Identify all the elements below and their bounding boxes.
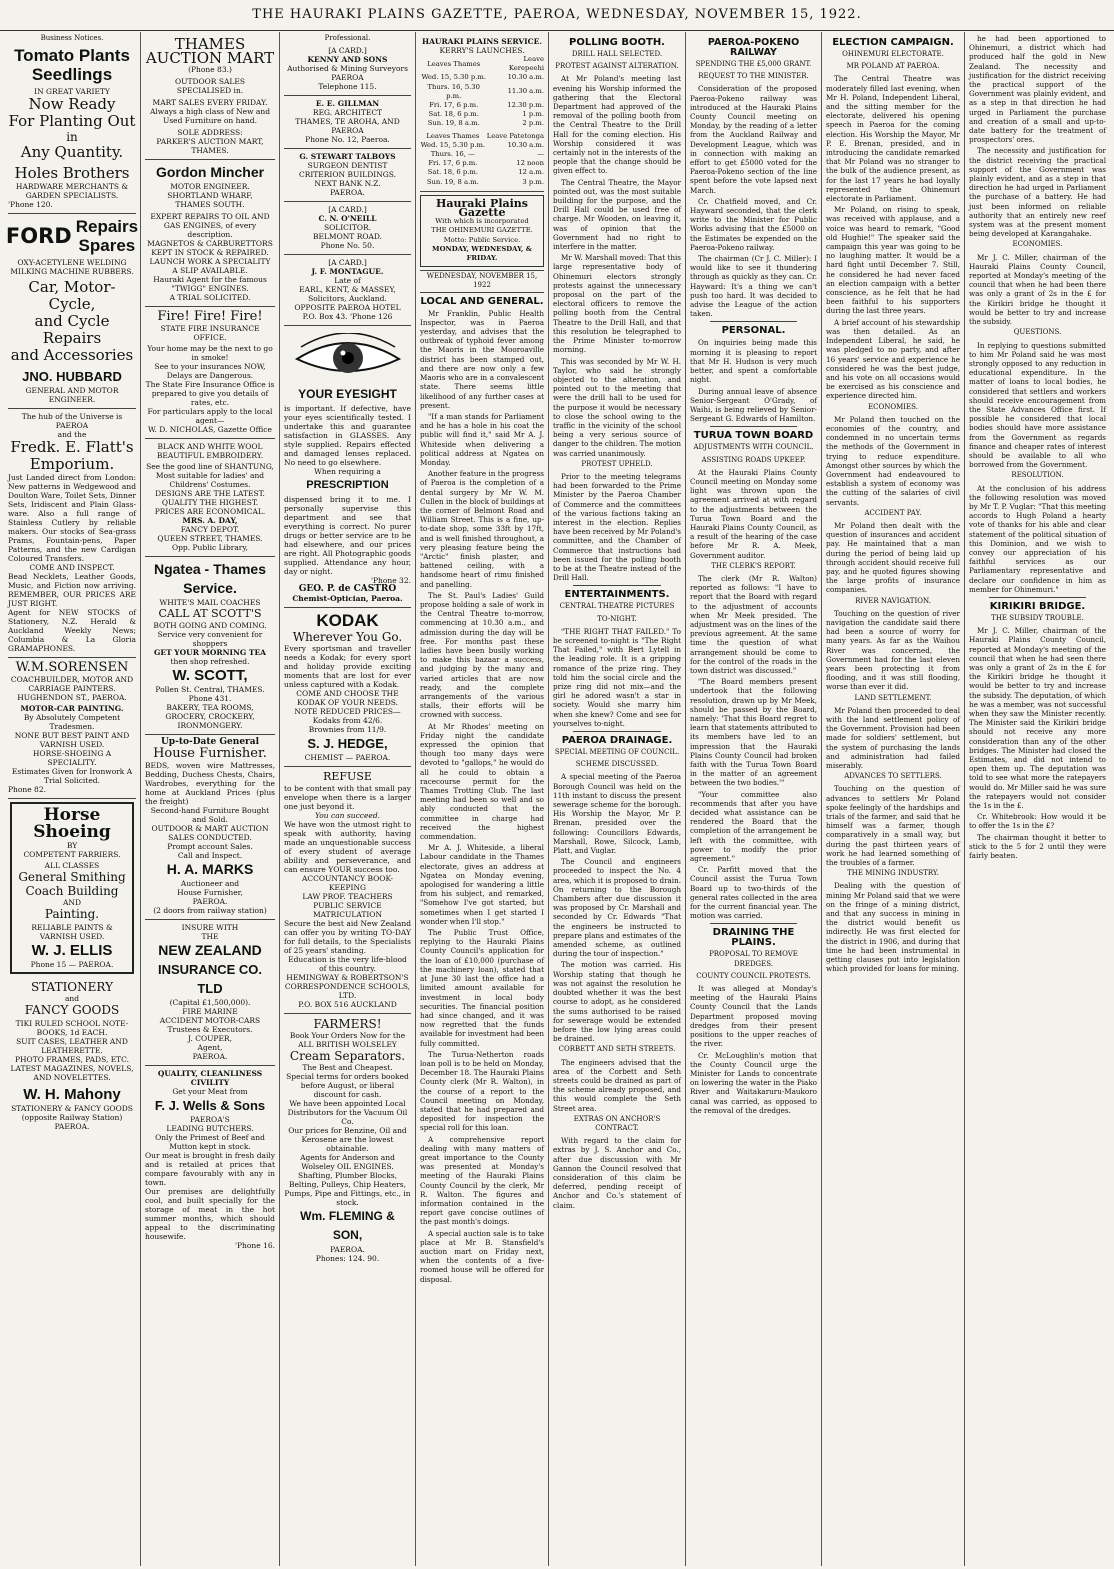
- article-title: LOCAL AND GENERAL.: [420, 295, 544, 307]
- timetable-row: Fri. 17, 6 p.m. 12.30 p.m.: [429, 101, 544, 110]
- oneill-card: [A CARD.] C. N. O'NEILL SOLICITOR. BELMONT ROAD. Phone No. 50.: [284, 202, 411, 255]
- day-fancy-depot-ad: BLACK AND WHITE WOOL BEAUTIFUL EMBROIDERY. See the good line of SHANTUNG, Most suitable for ladies' and Childrens' Costumes. DESIGNS ARE THE LATEST. QUALITY THE HIGHEST. PRICES ARE ECONOMICAL. MRS. A. DAY, FANCY DEPOT. QUEEN STREET, THAMES. Opp. Public Library,: [145, 439, 275, 557]
- launch-service-ad: HAURAKI PLAINS SERVICE. KERRY'S LAUNCHES. Leaves Thames Leave Kerepeehi Wed. 15, 5.30 p.m. 10.30 a.m. Thurs. 16, 5.30 p.m. 11.30 a.m. Fri. 17, 6 p.m. 12.30 p.m. Sat. 18, 6 p.m. 1 p.m. Sun. 19, 8 a.m. 2 p.m. Leaves Thames Leave Patetonga Wed. 15, 5.30 p.m. 10.30 a.m. Thurs. 16, — — Fri. 17, 6 p.m. 12 noon Sat. 18, 6 p.m. 12 a.m. Sun. 19, 8 a.m. 3 p.m.: [420, 34, 544, 192]
- article-title: ELECTION CAMPAIGN.: [832, 37, 954, 48]
- article-title: POLLING BOOTH.: [569, 37, 665, 48]
- gillman-card: E. E. GILLMAN REG. ARCHITECT THAMES, TE AROHA, AND PAEROA Phone No. 12, Paeroa.: [284, 96, 411, 149]
- marks-furnisher-ad: Up-to-Date General House Furnisher. BEDS, woven wire Mattresses, Bedding, Duchess Chests, Chairs, Wardrobes, everything for the home at Auckland Prices (plus the freight) Second-hand Furniture Bought and Sold. OUTDOOR & MART AUCTION SALES CONDUCTED. Prompt account Sales. Call and Inspect. H. A. MARKS Auctioneer and House Furnisher, PAEROA. (2 doors from railway station): [145, 735, 275, 920]
- masthead: THE HAURAKI PLAINS GAZETTE, PAEROA, WEDNESDAY, NOVEMBER 15, 1922.: [0, 0, 1114, 31]
- scott-ad: Ngatea - Thames Service. WHITE'S MAIL COACHES CALL AT SCOTT'S BOTH GOING AND COMING. Service very convenient for shoppers GET YOUR MORNING TEA then shop refreshed. W. SCOTT, Pollen St. Central, THAMES. Phone 431. BAKERY, TEA ROOMS, GROCERY, CROCKERY, IRONMONGERY.: [145, 557, 275, 735]
- gazette-nameplate: Hauraki Plains Gazette With which is incorporated THE OHINEMURI GAZETTE. Motto: Public Service. MONDAY, WEDNESDAY, & FRIDAY.: [420, 195, 544, 267]
- horse-shoeing-ad: Horse Shoeing BY COMPETENT FARRIERS. ALL CLASSES General Smithing Coach Building AND Painting. RELIABLE PAINTS & VARNISH USED. W. J. ELLIS Phone 15 — PAEROA.: [10, 802, 134, 974]
- column-2: [141, 32, 280, 1566]
- column-7: ELECTION CAMPAIGN. OHINEMURI ELECTORATE. MR POLAND AT PAEROA. The Central Theatre was moderately filled last evening, when Mr H. Poland, Independent Liberal, and the sitting member for the electorate, delivered his opening speech in Paeroa for the coming election. His Worship the Mayor, Mr P. E. Brenan, presided, and in introducing the candidate remarked that Mr Poland was no stranger to the bulk of the audience present, as for the last 17 years he had loyally represented the Ohinemuri electorate in Parliament. Mr Poland, on rising to speak, was received with applause, and a voice was heard to remark, "Good old Hughie!" The speaker said the campaign this year was going to be no laughing matter. It would be a hard fight until December 7. Still, he considered he had never faced an election campaign with a better conscience, as he felt that he had been faithful to his supporters during the last three years. A brief account of his stewardship was then detailed. As an Independent Liberal, he said, he was pledged to no party, and after 16 years' service and experience he considered he was the best judge, and his vote on all occasions would be exercised as his conscience and experience directed him. ECONOMIES. Mr Poland then touched on the economies of the country, and condemned in no uncertain terms the methods of the Government in trying to reduce expenditure. Amongst other sources by which the Government had endeavoured to establish a system of economy was the cutting of the salaries of civil servants. ACCIDENT PAY. Mr Poland then dealt with the question of insurances and accident pay. He maintained that a man during the period of being laid up through accident should receive full pay, and he quoted figures showing the large profits of insurance companies. RIVER NAVIGATION. Touching on the question of river navigation the candidate said there had been a source of worry for many years. As far as the Waihou River was concerned, the Government had for the last eleven years been protecting it from flooding, and it was still flooding, worse than ever it did. LAND SETTLEMENT. Mr Poland then proceeded to deal with the land settlement policy of the Government. Provision had been made for soldiers' settlement, but the system of purchasing the lands and administration had failed miserably. ADVANCES TO SETTLERS. Touching on the question of advances to settlers Mr Poland spoke feelingly of the hardships and trials of the farmer, and said that he himself was a farmer, though comparatively in a small way, but during the past thirteen years of work he had learned something of the troubles of a farmer. THE MINING INDUSTRY. Dealing with the question of mining Mr Poland said that we were on the fringe of a mining district, and that any success in mining in the district would benefit us indirectly. He was first elected for the district in 1906, and during that time he had been instrumental in getting clauses put into legislation which provided for loans for mining.: [822, 32, 965, 1566]
- article-title: TURUA TOWN BOARD: [693, 430, 814, 442]
- section-label: Professional.: [324, 34, 371, 42]
- timetable-row: Sat. 18, 6 p.m. 12 a.m.: [427, 168, 544, 177]
- article-title: KIRIKIRI BRIDGE.: [989, 600, 1086, 612]
- fleming-ad: FARMERS! Book Your Orders Now for the ALL BRITISH WOLSELEY Cream Separators. The Best and Cheapest. Special terms for orders booked before August, or liberal discount for cash. We have been appointed Local Distributors for the Vacuum Oil Co. Our prices for Benzine, Oil and Kerosene are the lowest obtainable. Agents for Anderson and Wolseley OIL ENGINES. Shafting, Plumber Blocks, Belting, Pulleys, Chip Heaters, Pumps, Pipe and Fittings, etc., in stock. Wm. FLEMING & SON, PAEROA. Phones: 124. 90.: [284, 1017, 411, 1264]
- timetable-row: Thurs. 16, 5.30 p.m. 11.30 a.m.: [427, 82, 544, 100]
- montague-card: [A CARD.] J. F. MONTAGUE. Late of EARL, KENT, & MASSEY, Solicitors, Auckland. OPPOSITE PAEROA HOTEL P.O. Box 43. 'Phone 126: [284, 255, 411, 326]
- column-1: [4, 32, 141, 1566]
- talboys-card: G. STEWART TALBOYS SURGEON DENTIST CRITERION BUILDINGS. NEXT BANK N.Z. PAEROA.: [284, 149, 411, 202]
- newspaper-page: [4, 32, 1110, 1566]
- timetable-row: Wed. 15, 5.30 p.m. 10.30 a.m.: [421, 73, 544, 82]
- article-title: PERSONAL.: [721, 325, 786, 337]
- timetable-row: Sun. 19, 8 a.m. 2 p.m.: [427, 119, 544, 128]
- refuse-ad: REFUSE to be content with that small pay envelope when there is a larger one just beyond it. You can succeed. We have won the utmost right to speak with authority, having made an unquestionable success of every student of average ability and perseverance, and can ensure YOUR success too. ACCOUNTANCY BOOK-KEEPING LAW PROF. TEACHERS PUBLIC SERVICE MATRICULATION Secure the best aid New Zealand can offer you by writing TO-DAY for full details, to the Specialists of 25 years' standing. Education is the very life-blood of this country. HEMINGWAY & ROBERTSON'S CORRESPONDENCE SCHOOLS, LTD. P.O. BOX 516 AUCKLAND: [284, 767, 411, 1014]
- column-6: PAEROA-POKENO RAILWAY SPENDING THE £5,000 GRANT. REQUEST TO THE MINISTER. Consideration of the proposed Paeroa-Pokeno railway was introduced at the Hauraki Plains County Council meeting on Monday, by the reading of a letter from the Auckland Railway and Development League, which was in connection with making an effort to get £5000 voted for the Paeroa-Pokeno section of the line spent before the vote lapsed next March. Cr. Chatfield moved, and Cr. Hayward seconded, that the clerk write to the Minister for Public Works advising that the £5000 on the Estimates be expended on the Paeroa-Pokeno railway. The chairman (Cr J. C. Miller): I would like to see it thundering through as quickly as they can. Cr. Hayward: It's a thing we can't push too hard. It was decided to advise the League of the action taken. PERSONAL. On inquiries being made this morning it is pleasing to report that Mr H. Hudson is very much better, and spent a comfortable night. During annual leave of absence Senior-Sergeant O'Grady, of Waihi, is being relieved by Senior-Sergeant G. Edwards of Hamilton. TURUA TOWN BOARD ADJUSTMENTS WITH COUNCIL. ASSISTING ROADS UPKEEP. At the Hauraki Plains County Council meeting on Monday some light was thrown upon the agreement arrived at with regard to the adjustments between the Turua Town Board and the Hauraki Plains County Council, as a result of the hearing of the case before Mr R. A. Meek, Government auditor. THE CLERK'S REPORT. The clerk (Mr R. Walton) reported as follows: "I have to report that the Board with regard to the adjustment of accounts when Mr Meek presided. The adjustment was on the lines of the previous agreement. At the same time the question of what arrangement should be come to for the control of the roads in the town district was discussed." "The Board members present undertook that the following resolution, drawn up by Mr Meek, should be passed by the Board, namely: 'That this Board regret to learn that statements attributed to its members have led to an impression that the Hauraki Plains County Council had broken faith with the Turua Town Board in the matter of an agreement between the two bodies.'" "Your committee also recommends that after you have decided what assistance can be rendered the Board that the completion of the arrangement be left with the committee, with power to modify the prior agreement." Cr. Parfitt moved that the Council assist the Turua Town Board up to two-thirds of the general rates collected in the area for the current financial year. The motion was carried. DRAINING THE PLAINS. PROPOSAL TO REMOVE DREDGES. COUNTY COUNCIL PROTESTS. It was alleged at Monday's meeting of the Hauraki Plains County Council that the Lands Department proposed moving dredges from their present positions to the upper reaches of the river. Cr. McLoughlin's motion that the County Council urge the Minister for Lands to concentrate on lowering the water in the Piako River and Waitakaruru-Maukoro canal was carried, as opposed to the removal of the dredges.: [686, 32, 822, 1566]
- nz-insurance-ad: INSURE WITH THE NEW ZEALAND INSURANCE CO. TLD (Capital £1,500,000). FIRE MARINE ACCIDENT MOTOR-CARS Trustees & Executors. J. COUPER, Agent, PAEROA.: [145, 920, 275, 1066]
- mincher-ad: Gordon Mincher MOTOR ENGINEER. SHORTLAND WHARF, THAMES SOUTH. EXPERT REPAIRS TO OIL AND GAS ENGINES, of every description. MAGNETOS & CARBURETTORS KEPT IN STOCK & REPAIRED. LAUNCH WORK A SPECIALITY A SLIP AVAILABLE. Hauraki Agent for the famous "TWIGG" ENGINES. A TRIAL SOLICITED.: [145, 160, 275, 307]
- ford-ad: FORD Repairs Spares OXY-ACETYLENE WELDING MILKING MACHINE RUBBERS. Car, Motor-Cycle, and Cycle Repairs and Accessories JNO. HUBBARD GENERAL AND MOTOR ENGINEER.: [8, 214, 136, 409]
- eye-icon: [293, 333, 403, 381]
- timetable-row: Thurs. 16, — —: [430, 150, 544, 159]
- column-4: HAURAKI PLAINS SERVICE. KERRY'S LAUNCHES. Leaves Thames Leave Kerepeehi Wed. 15, 5.30 p.m. 10.30 a.m. Thurs. 16, 5.30 p.m. 11.30 a.m. Fri. 17, 6 p.m. 12.30 p.m. Sat. 18, 6 p.m. 1 p.m. Sun. 19, 8 a.m. 2 p.m. Leaves Thames Leave Patetonga Wed. 15, 5.30 p.m. 10.30 a.m. Thurs. 16, — — Fri. 17, 6 p.m. 12 noon Sat. 18, 6 p.m. 12 a.m. Sun. 19, 8 a.m. 3 p.m. Hauraki Plains Gazette With which is incorporated THE OHINEMURI GAZETTE. Motto: Public Service. MONDAY, WEDNESDAY, & FRIDAY. WEDNESDAY, NOVEMBER 15, 1922 LOCAL AND GENERAL. Mr Franklin, Public Health Inspector, was in Paeroa yesterday, and advises that the outbreak of typhoid fever among the Maoris in the Mooroaville district has been stamped out, and there are now only a few Maoris who are in a convalescent state. There seems little likelihood of any further cases at present. "If a man stands for Parliament and he has a hole in his coat the public will find it," said Mr A. J. Whiteside when delivering a political address at Ngatea on Monday. Another feature in the progress of Paeroa is the completion of a dental surgery by Mr W. M. Cullen in the block of buildings at the corner of Belmont Road and William Street. This is a fine, up-to-date shop, some 33ft by 17ft, and is well finished throughout, a very pleasing feature being the "Arctic" finish plaster, and battened ceiling, with a handsome heart of rimu finished and panelling. The St. Paul's Ladies' Guild propose holding a sale of work in the Central Theatre to-morrow, commencing at 10.30 a.m., and admission during the day will be free. For months past these ladies have been busily working to make this bazaar a success, and judging by the many and varied articles that are now ready, and the complete arrangements of the various stalls, their efforts will be crowned with success. At Mr Rhodes' meeting on Friday night the candidate expressed the opinion that though too many days were devoted to "gallops," he would do all he could to obtain a racecourse permit for the Thames Trotting Club. The last meeting had been so well and so ably conducted that the committee in charge had received the highest commendation. Mr A. J. Whiteside, a liberal Labour candidate in the Thames electorate, gives an address at Ngatea on Monday evening, apologised for wandering a little from his subject, and remarked, "Somehow I've got started, but sometimes when I get started I wonder when I'll stop." The Public Trust Office, replying to the Hauraki Plains County Council's application for the loan of £10,000 (purchase of the machinery loan), stated that at June 30 last the office had a limited amount available for investment in local body securities. The financial position had since changed, and it was now regretted that the funds available for investment had been fully committed. The Turua-Netherton roads loan poll is to be held on Monday, December 18. The Hauraki Plains County clerk (Mr R. Walton), in the course of a report to the Council meeting on Monday, stated that he had prepared and deposited for inspection the special roll for this loan. A comprehensive report dealing with many matters of great importance to the County was presented at Monday's meeting of the Hauraki Plains County Council by the clerk, Mr R. Walton. The figures and information contained in the report gave concise outlines of the past month's doings. A special auction sale is to take place at Mr B. Stansfield's auction mart on Friday next, when the contents of a five-roomed house will be offered for disposal.: [416, 32, 549, 1566]
- mahony-ad: STATIONERY and FANCY GOODS TIKI RULED SCHOOL NOTE-BOOKS, 1d EACH. SUIT CASES, LEATHER AND LEATHERETTE. PHOTO FRAMES, PADS, ETC. LATEST MAGAZINES, NOVELS, AND NOVELETTES. W. H. Mahony STATIONERY & FANCY GOODS (opposite Railway Station) PAEROA.: [10, 980, 134, 1132]
- wells-butchers-ad: QUALITY, CLEANLINESS CIVILITY Get your Meat from F. J. Wells & Sons PAEROA'S LEADING BUTCHERS. Only the Primest of Beef and Mutton kept in stock. Our meat is brought in fresh daily and is retailed at prices that compare favourably with any in town. Our premises are delightfully cool, and built specially for the storage of meat in the hot summer months, which should appeal to the discriminating housewife. 'Phone 16.: [145, 1069, 275, 1250]
- article-title: ENTERTAINMENTS.: [564, 589, 670, 601]
- section-label: Business Notices.: [40, 34, 104, 42]
- timetable-row: Wed. 15, 5.30 p.m. 10.30 a.m.: [420, 140, 544, 149]
- column-3: [280, 32, 416, 1566]
- flatt-ad: The hub of the Universe is PAEROA and the Fredk. E. Flatt's Emporium. Just Landed direct from London: New patterns in Wedgewood and Doulton Ware, Toilet Sets, Dinner Sets, Iridiscent and Plain Glass-ware. Also a full range of Stainless Cutlery by reliable makers. Our stocks of Sea-grass Prams, Fountain-pens, Paper Patterns, and the new Cardigan Coloured Transfers. COME AND INSPECT. Bead Necklets, Leather Goods, Music, and Fiction now arriving. REMEMBER, OUR PRICES ARE JUST RIGHT. Agent for NEW STOCKS of Stationery, N.Z. Herald & Auckland Weekly News; Columbia & La Gloria GRAMAPHONES.: [8, 409, 136, 658]
- timetable-row: Sat. 18, 6 p.m. 1 p.m.: [428, 110, 544, 119]
- article-title: DRAINING THE PLAINS.: [712, 927, 795, 949]
- column-5: POLLING BOOTH. DRILL HALL SELECTED. PROTEST AGAINST ALTERATION. At Mr Poland's meeting last evening his Worship informed the gathering that the Electoral Department had approved of the removal of the polling booth from the Central Theatre to the Drill Hall for the coming election. His Worship considered it was certainly not in the interests of the people that the change should be given effect to. The Central Theatre, the Mayor pointed out, was the most suitable building for the purpose, and the Drill Hall could be used free of charge. Mr Wooden, on leaving it, was of opinion that the Government had no right to interfere in the matter. Mr W. Marshall moved: That this large representative body of Ohinemuri electors strongly protests against the unnecessary proposal on the part of the electoral officers to remove the polling booth from the Central Theatre to the Drill Hall, and that this resolution be telegraphed to the Prime Minister to-morrow morning. This was seconded by Mr W. H. Taylor, who said he strongly objected to the alteration, and pointed out to the meeting that were the drill hall to be used for the purpose it would be necessary to close the school owing to the traffic in the vicinity of the school being a very serious source of danger to the children. The motion was carried unanimously. PROTEST UPHELD. Prior to the meeting telegrams had been forwarded to the Prime Minister by the Paeroa Chamber of Commerce and the committees of the various factions taking an interest in the election. Replies have been received by Mr Poland's committee, and the Chamber of Commerce that instructions had been issued for the polling booth to be at the Theatre instead of the Drill Hall. ENTERTAINMENTS. CENTRAL THEATRE PICTURES TO-NIGHT. "THE RIGHT THAT FAILED." To be screened to-night is "The Right That Failed," with Bert Lytell in the leading role. It is a gripping romance of the prize ring. They told him the social circle and the prize ring did not mix—and the girl he adored wasn't a star in society. Would she marry him when she knew? Come and see for yourselves to-night. PAEROA DRAINAGE. SPECIAL MEETING OF COUNCIL. SCHEME DISCUSSED. A special meeting of the Paeroa Borough Council was held on the 11th instant to discuss the present sewerage scheme for the borough. His Worship the Mayor, Mr P. Brenan, presided over the following: Councillors Edwards, Marshall, Rowe, Silcock, Lamb, Platt, and Vuglar. The Council and engineers proceeded to inspect the No. 4 area, which it is proposed to drain. On returning to the Borough Chambers after due discussion it was proposed by Cr. Marshall and seconded by Cr. Edwards "That the engineers be instructed to prepare plans and estimates of the amended scheme, as outlined during the tour of inspection." The motion was carried. His Worship stating that though he was not against the resolution he doubted whether it was the best course to adopt, as he considered the sums authorised to be raised for sewerage would be extended before the low lying areas could be drained. CORBETT AND SETH STREETS. The engineers advised that the area of the Corbett and Seth streets could be drained as part of the scheme already proposed, and this would complete the Seth Street area. EXTRAS ON ANCHOR'S CONTRACT. With regard to the claim for extras by J. S. Anchor and Co., after due discussion with Mr Gannon the Council resolved that consideration of this claim be deferred, pending receipt of Anchor and Co.'s statement of claim.: [549, 32, 686, 1566]
- kodak-ad: KODAK Wherever You Go. Every sportsman and traveller needs a Kodak; for every sport and holiday provide exciting moments that are lost for ever unless captured with a Kodak. COME AND CHOOSE THE KODAK OF YOUR NEEDS. NOTE REDUCED PRICES— Kodaks from 42/6. Brownies from 11/9. S. J. HEDGE, CHEMIST — PAEROA.: [284, 608, 411, 767]
- article-title: PAEROA-POKENO RAILWAY: [707, 37, 800, 58]
- thames-auction-ad: THAMES AUCTION MART (Phone 83.) OUTDOOR SALES SPECIALISED in. MART SALES EVERY FRIDAY. Always a high class of New and Used Furniture on hand. SOLE ADDRESS: PARKER'S AUCTION MART, THAMES.: [145, 34, 275, 160]
- article-title: PAEROA DRAINAGE.: [561, 735, 673, 747]
- kenny-card: [A CARD.] KENNY AND SONS Authorised & Mining Surveyors PAEROA Telephone 115.: [284, 43, 411, 96]
- column-8: he had been apportioned to Ohinemuri, a district which had produced half the gold in New Zealand. The necessity and justification for the district receiving the practical support of the Government was plainly evident, and as a step in that direction he had urged in Parliament the purchase and creation of a small and up-to-date battery for the treatment of prospectors' ores. The necessity and justification for the district receiving the practical support of the Government was plainly evident, and as a step in that direction he had urged in Parliament the purchase of a battery. He had just been informed on reliable authority that an entirely new reef system was at the present moment being developed at Karangahake. ECONOMIES. Mr J. C. Miller, chairman of the Hauraki Plains County Council, reported at Monday's meeting of the council that when he had been there was only a grant of 2s in the £ for the Kirikiri bridge he thought it would be better to try and increase the subsidy. QUESTIONS. In replying to questions submitted to him Mr Poland said he was most strongly opposed to any reduction in educational expenditure. In the matter of loans to local bodies, he considered that settlers and workers should receive encouragement from the State Advances Office first. If possible he considered that local bodies should have more assistance from the Government as regards finance and cheaper rates of interest should be available to all who borrowed from the Government. RESOLUTION. At the conclusion of his address the following resolution was moved by Mr T. P. Vuglar: "That this meeting accords to Hugh Poland a hearty vote of thanks for his able and clear statement of the political situation of this Dominion, and we wish to convey our appreciation of his faithful services as our Parliamentary representative and declare our confidence in him as member for Ohinemuri." KIRIKIRI BRIDGE. THE SUBSIDY TROUBLE. Mr J. C. Miller, chairman of the Hauraki Plains County Council, reported at Monday's meeting of the council that when he had seen there was only a grant of 2s in the £ for the Kirikiri bridge he thought it would be better to try and increase the subsidy. The deputation, of which he was a member, was not successful when they saw the Minister recently. The Minister said the Kirikiri bridge should not receive any more consideration than any of the other bridges. The Minister had closed the Estimates, and did not intend to open them up. The deputation was told to see what more the ratepayers would do. Mr Miller said he was sure the ratepayers would not consider the 1s in the £. Cr. Whitebrook: How would it be to offer the 1s in the £? The chairman thought it better to stick to the 5 for 2 until they were fairly beaten.: [969, 34, 1106, 861]
- tomato-ad: Tomato Plants Seedlings IN GREAT VARIETY Now Ready For Planting Out in Any Quantity. Holes Brothers HARDWARE MERCHANTS & GARDEN SPECIALISTS. 'Phone 120.: [8, 43, 136, 214]
- sorensen-ad: W.M.SORENSEN COACHBUILDER, MOTOR AND CARRIAGE PAINTERS. HUGHENDON ST., PAEROA. MOTOR-CAR PAINTING. By Absolutely Competent Tradesmen. NONE BUT BEST PAINT AND VARNISH USED. HORSE-SHOEING A SPECIALITY. Estimates Given for Ironwork A Trial Solicited. Phone 82.: [8, 658, 136, 799]
- eyesight-ad: YOUR EYESIGHT is important. If defective, have your eyes scientifically tested. I undertake this and guarantee satisfaction in GLASSES. Any style supplied. Repairs effected and damaged lenses replaced. No need to go elsewhere. When requiring a PRESCRIPTION dispensed bring it to me. I personally supervise this department and see that everything is correct. No purer drugs or better service are to be had elsewhere, and our prices are right. All Photographic goods supplied. Attendance any hour, day or night. 'Phone 32. GEO. P. de CASTRO Chemist-Optician, Paeroa.: [284, 326, 411, 608]
- timetable-patetonga: Leaves Thames Leave Patetonga Wed. 15, 5.30 p.m. 10.30 a.m. Thurs. 16, — — Fri. 17, 6 p.m. 12 noon Sat. 18, 6 p.m. 12 a.m. Sun. 19, 8 a.m. 3 p.m.: [420, 131, 544, 186]
- timetable-row: Fri. 17, 6 p.m. 12 noon: [428, 159, 544, 168]
- timetable-row: Sun. 19, 8 a.m. 3 p.m.: [426, 177, 544, 186]
- timetable-kerepeehi: Leaves Thames Leave Kerepeehi Wed. 15, 5.30 p.m. 10.30 a.m. Thurs. 16, 5.30 p.m. 11.30 a.m. Fri. 17, 6 p.m. 12.30 p.m. Sat. 18, 6 p.m. 1 p.m. Sun. 19, 8 a.m. 2 p.m.: [421, 55, 544, 128]
- fire-insurance-ad: Fire! Fire! Fire! STATE FIRE INSURANCE OFFICE. Your home may be the next to go in smoke! See to your insurances NOW, Delays are Dangerous. The State Fire Insurance Office is prepared to give you details of rates, etc. For particulars apply to the local agent— W. D. NICHOLAS, Gazette Office: [145, 307, 275, 439]
